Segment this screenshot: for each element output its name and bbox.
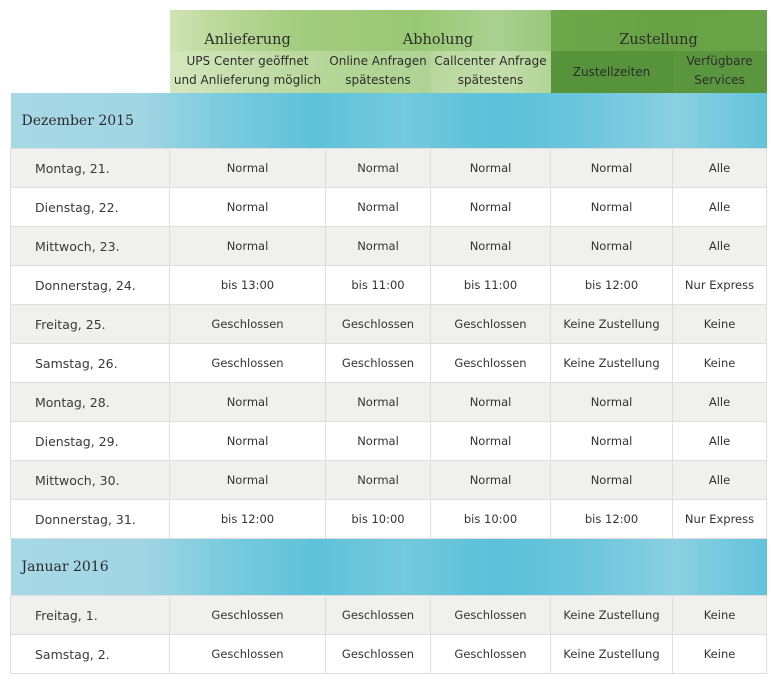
cell-day: Mittwoch, 30. bbox=[11, 461, 170, 500]
group-header-abholung: Abholung bbox=[326, 10, 551, 51]
cell-services: Alle bbox=[673, 188, 767, 227]
cell-services: Alle bbox=[673, 461, 767, 500]
cell-callcenter: bis 11:00 bbox=[431, 266, 551, 305]
table-row bbox=[11, 227, 767, 266]
month-header-row bbox=[11, 539, 767, 596]
table-row bbox=[11, 500, 767, 539]
table-body bbox=[11, 93, 767, 674]
cell-services: Alle bbox=[673, 149, 767, 188]
cell-zustellzeiten: Keine Zustellung bbox=[551, 305, 673, 344]
table-row bbox=[11, 422, 767, 461]
cell-services: Nur Express bbox=[673, 500, 767, 539]
cell-callcenter: bis 10:00 bbox=[431, 500, 551, 539]
cell-ups-center: Normal bbox=[170, 227, 326, 266]
column-header-services-line2: Services bbox=[694, 73, 745, 87]
cell-online: Geschlossen bbox=[326, 305, 431, 344]
cell-services: Keine bbox=[673, 635, 767, 674]
cell-ups-center: Normal bbox=[170, 422, 326, 461]
table-row bbox=[11, 635, 767, 674]
table-row bbox=[11, 149, 767, 188]
table-row bbox=[11, 344, 767, 383]
cell-day: Donnerstag, 24. bbox=[11, 266, 170, 305]
cell-ups-center: Geschlossen bbox=[170, 344, 326, 383]
column-header-ups-center-line1: UPS Center geöffnet bbox=[186, 54, 309, 68]
table-row bbox=[11, 596, 767, 635]
cell-callcenter: Normal bbox=[431, 383, 551, 422]
cell-ups-center: Geschlossen bbox=[170, 635, 326, 674]
cell-zustellzeiten: Keine Zustellung bbox=[551, 596, 673, 635]
table-row bbox=[11, 266, 767, 305]
cell-day: Montag, 28. bbox=[11, 383, 170, 422]
column-header-online bbox=[326, 51, 431, 93]
cell-online: Normal bbox=[326, 188, 431, 227]
cell-callcenter: Normal bbox=[431, 188, 551, 227]
cell-online: Geschlossen bbox=[326, 635, 431, 674]
cell-services: Alle bbox=[673, 422, 767, 461]
cell-ups-center: Normal bbox=[170, 383, 326, 422]
cell-ups-center: Normal bbox=[170, 188, 326, 227]
cell-day: Samstag, 26. bbox=[11, 344, 170, 383]
cell-day: Dienstag, 29. bbox=[11, 422, 170, 461]
cell-ups-center: bis 12:00 bbox=[170, 500, 326, 539]
schedule-table bbox=[10, 10, 767, 674]
cell-zustellzeiten: Keine Zustellung bbox=[551, 635, 673, 674]
cell-zustellzeiten: Normal bbox=[551, 422, 673, 461]
cell-services: Alle bbox=[673, 227, 767, 266]
cell-callcenter: Normal bbox=[431, 461, 551, 500]
column-header-zustellzeiten: Zustellzeiten bbox=[551, 51, 673, 93]
cell-ups-center: Geschlossen bbox=[170, 596, 326, 635]
cell-ups-center: Geschlossen bbox=[170, 305, 326, 344]
cell-day: Freitag, 25. bbox=[11, 305, 170, 344]
column-header-online-line2: spätestens bbox=[345, 73, 411, 87]
cell-online: Normal bbox=[326, 227, 431, 266]
column-header-online-line1: Online Anfragen bbox=[329, 54, 427, 68]
table-row bbox=[11, 461, 767, 500]
column-header-callcenter-line1: Callcenter Anfrage bbox=[434, 54, 547, 68]
table-row bbox=[11, 188, 767, 227]
table-row bbox=[11, 305, 767, 344]
cell-online: Normal bbox=[326, 149, 431, 188]
cell-zustellzeiten: Normal bbox=[551, 188, 673, 227]
column-header-services bbox=[673, 51, 767, 93]
cell-zustellzeiten: Keine Zustellung bbox=[551, 344, 673, 383]
cell-day: Freitag, 1. bbox=[11, 596, 170, 635]
cell-day: Samstag, 2. bbox=[11, 635, 170, 674]
cell-services: Alle bbox=[673, 383, 767, 422]
column-header-ups-center bbox=[170, 51, 326, 93]
cell-services: Keine bbox=[673, 344, 767, 383]
cell-day: Donnerstag, 31. bbox=[11, 500, 170, 539]
month-label: Januar 2016 bbox=[11, 539, 767, 596]
cell-day: Mittwoch, 23. bbox=[11, 227, 170, 266]
cell-online: bis 10:00 bbox=[326, 500, 431, 539]
cell-zustellzeiten: Normal bbox=[551, 461, 673, 500]
column-header-ups-center-line2: und Anlieferung möglich bbox=[173, 73, 322, 87]
cell-callcenter: Normal bbox=[431, 227, 551, 266]
sub-header-corner bbox=[11, 51, 170, 93]
cell-zustellzeiten: bis 12:00 bbox=[551, 500, 673, 539]
cell-callcenter: Geschlossen bbox=[431, 305, 551, 344]
month-label: Dezember 2015 bbox=[11, 93, 767, 149]
cell-online: Normal bbox=[326, 422, 431, 461]
cell-callcenter: Normal bbox=[431, 149, 551, 188]
sub-header-row bbox=[11, 51, 767, 93]
column-header-services-line1: Verfügbare bbox=[686, 54, 753, 68]
column-header-callcenter bbox=[431, 51, 551, 93]
cell-ups-center: Normal bbox=[170, 149, 326, 188]
cell-callcenter: Normal bbox=[431, 422, 551, 461]
table-row bbox=[11, 383, 767, 422]
cell-ups-center: Normal bbox=[170, 461, 326, 500]
cell-day: Dienstag, 22. bbox=[11, 188, 170, 227]
group-header-row bbox=[11, 10, 767, 51]
table-header bbox=[11, 10, 767, 93]
group-header-zustellung: Zustellung bbox=[551, 10, 767, 51]
cell-online: Normal bbox=[326, 383, 431, 422]
holiday-schedule bbox=[10, 10, 766, 674]
column-header-callcenter-line2: spätestens bbox=[457, 73, 524, 87]
group-header-anlieferung: Anlieferung bbox=[170, 10, 326, 51]
cell-callcenter: Geschlossen bbox=[431, 344, 551, 383]
month-header-row bbox=[11, 93, 767, 149]
cell-day: Montag, 21. bbox=[11, 149, 170, 188]
cell-ups-center: bis 13:00 bbox=[170, 266, 326, 305]
cell-callcenter: Geschlossen bbox=[431, 635, 551, 674]
cell-online: Geschlossen bbox=[326, 344, 431, 383]
cell-services: Keine bbox=[673, 596, 767, 635]
header-corner bbox=[11, 10, 170, 51]
cell-services: Nur Express bbox=[673, 266, 767, 305]
cell-online: bis 11:00 bbox=[326, 266, 431, 305]
cell-zustellzeiten: Normal bbox=[551, 149, 673, 188]
cell-zustellzeiten: bis 12:00 bbox=[551, 266, 673, 305]
cell-online: Geschlossen bbox=[326, 596, 431, 635]
cell-zustellzeiten: Normal bbox=[551, 383, 673, 422]
cell-online: Normal bbox=[326, 461, 431, 500]
cell-services: Keine bbox=[673, 305, 767, 344]
cell-callcenter: Geschlossen bbox=[431, 596, 551, 635]
cell-zustellzeiten: Normal bbox=[551, 227, 673, 266]
